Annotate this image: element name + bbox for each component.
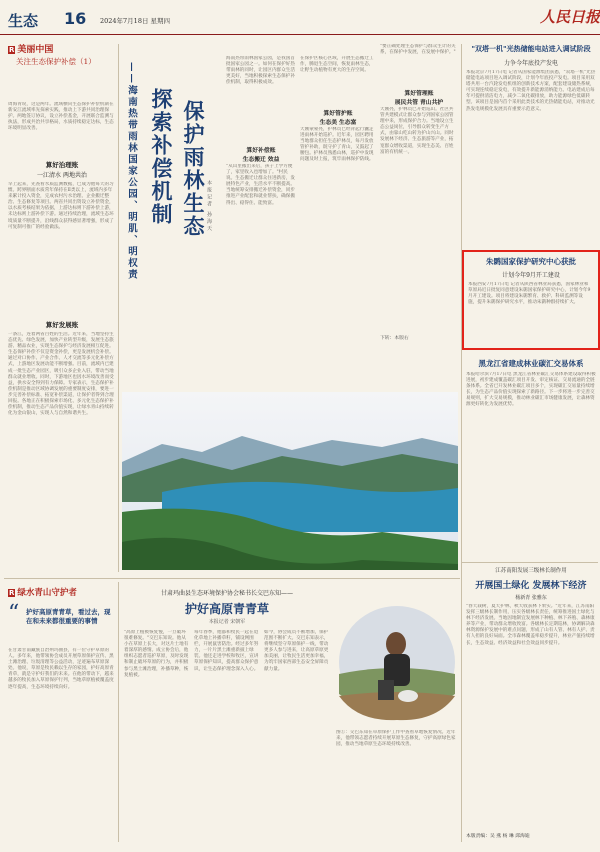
story-title: 开展国土绿化 发展林下经济: [475, 581, 587, 591]
pull-quote: 护好高原青青草，看过去，现在和未来都很重要的事情: [26, 608, 111, 625]
column-badge: R: [9, 589, 15, 597]
body-text: 天刚蒙蒙亮，护林员已经背起行囊走进雨林开始巡护。近年来，园区聘用当地群众担任生态护林员，每月发放管护补助，既守护了青山，又鼓起了腰包。护林员熟悉山林，巡护中发现问题及时上报，筑牢雨林保护防线。: [300, 127, 374, 163]
subhead-sub: 生态搬迁 效益: [242, 157, 280, 163]
feature-byline: 本报记者 孙海天: [206, 180, 212, 233]
column-title: 关注生态保护补偿（1）: [16, 57, 96, 66]
body-text: 本报北京7月17日电 记者从国家能源集团获悉，"双塔一机"光热储能电站项目进入调试阶段，计划今年底投产发电。项目采用双塔共用一台汽轮发电机组的创新技术方案，配套建设储热系统，可实现连续稳定发电，有效提升新能源消纳能力。电站建成后每年可提供清洁电力，减少二氧化碳排放，助力能源绿色低碳转型。该项目是国内首个采用此类技术的光热储能电站，对推动光热发电规模化发展具有重要示范意义。: [466, 70, 596, 112]
story-title: 护好高原青青草: [184, 602, 269, 616]
editor-credit: 本版责编：吴 燕 杨 琳 邱海迪: [466, 834, 530, 839]
subhead: 算好发展账: [45, 321, 79, 329]
section-divider: [462, 562, 598, 563]
story-subtitle: 力争今年底投产发电: [503, 60, 558, 67]
quote-mark: “: [8, 601, 20, 626]
feature-title: 保护雨林生态: [181, 100, 206, 238]
feature-title-2: 探索补偿机制: [149, 88, 174, 226]
subhead: 算好治理账: [45, 161, 79, 169]
body-text: 早上起来，先查看水质监测数据，已成为他每天的习惯。跨界断面水质常年保持在Ⅱ类以上，流域内多年来累计投入资金，完成农村污水治理、企业搬迁整治、生态修复等项目。两省共同出资设立补偿资金，以水质考核结果为依据，上游达标则下游补偿上游，未达标则上游补偿下游。通过持续治理，流域生态环境质量不断提升，沿线群众获得感显著增强，形成了可复制可推广的经验做法。: [8, 182, 114, 230]
page-header: [0, 0, 600, 35]
body-text: 在保护区核心区域，开展生态搬迁工作，腾退生态空间，恢复雨林生态，让野生动植物有更大的生存空间。: [300, 56, 374, 74]
column-tag-text: 绿水青山守护者: [17, 588, 77, 598]
column-tag: [8, 42, 53, 55]
newspaper-logo: 人民日报: [540, 8, 600, 26]
story-title: "双塔一机"光热储能电站进入调试阶段: [471, 45, 591, 53]
subhead-sub: 展民共管 青山共护: [394, 100, 444, 106]
feature-deck: ——海南热带雨林国家公园、明肌、明权责: [126, 62, 137, 281]
story-byline: 本报记者 宋朝军: [208, 619, 246, 625]
body-text: "高原上植被恢复慢，一旦破坏很难修复。"交巴东知说。他从小在草原上长大，对这片土地有着深厚的感情。成立协会后，他组织志愿者巡护草原，及时发现和制止破坏草原的行为，并积极参与黑土滩治理，补播草种，恢复植被。: [124, 630, 189, 678]
continued-note: 下转：本版右: [380, 336, 409, 341]
story-tag: 江苏南阳发展三级林长制作用: [495, 568, 567, 574]
body-text: "春天栽树，夏天护林，秋天收获林下果实。"近年来，江苏南阳发挥三级林长制作用，压实各级林长责任，统筹推进国土绿化与林下经济发展。当地因地制宜发展林下种植、林下养殖、森林康养等产业，带动群众增收致富。各级林长定期巡林，协调解决森林资源保护发展中的难点问题，形成了山有人管、林有人护、责有人担的良好局面。全市森林覆盖率稳步提升，林业产值持续增长，生态效益、经济效益和社会效益同步提升。: [466, 604, 595, 646]
body-text: 周海青说，这是两年。流域横向生态保护补偿机制在新安江流域率先探索实践，推动上下游共同治理保护。两地签订协议，设立补偿基金，开展联合监测与执法，形成共治共享格局，水质持续稳定达标，生态环境明显改善。: [8, 102, 114, 132]
subhead-sub: 生态美 生态富: [319, 120, 357, 126]
body-text: 海南热带雨林国家公园，是我国首批国家公园之一。如何在保护好热带雨林的同时，让园区内群众生活更美好，当地积极探索生态保护补偿机制，取得积极成效。: [226, 56, 295, 86]
issue-date: 2024年7月18日 星期四: [100, 17, 171, 25]
subhead: 算好管护账: [323, 111, 353, 117]
body-text: 每年春季，他都和牧民一起在退化草地上补播草籽，铺设网围栏，开展鼠害防治。经过多年努力，一片片黑土滩重新披上绿装。他还走进学校和牧区，宣讲草原保护知识，提高群众保护意识，让生态保护理念深入人心。: [194, 630, 259, 672]
subhead: 算好补偿账: [246, 148, 276, 154]
section-name: 生态: [8, 12, 39, 30]
column-tag: [8, 586, 77, 598]
page-number: 16: [64, 9, 87, 28]
rainforest-lake-photo: [122, 392, 458, 570]
story-title: 朱鹮国家保护研究中心获批: [486, 257, 576, 266]
body-text: 本报西安7月17日电 记者从陕西省林业局获悉，国家林业和草原局近日批复同意建设朱鹮国家保护研究中心，计划今年9月开工建设。项目将建设朱鹮繁育、救护、科研监测等设施，提升朱鹮保护研究水平，推动朱鹮种群持续扩大。: [468, 282, 591, 306]
column-divider: [461, 560, 462, 842]
subhead-sub: 一江清水 两地共治: [37, 172, 87, 179]
column-divider: [118, 44, 119, 572]
column-tag-text: 美丽中国: [17, 45, 54, 55]
body-text: 在甘肃甘南藏族自治州玛曲县，有一位守护草原的人。多年来，他带领协会成员开展草原保护宣传、黑土滩治理、垃圾清理等公益活动，足迹遍布草原深处。他说，草原是牧民赖以生存的家园，护好高原青青草，就是守护好我们的未来。在他的带动下，越来越多的牧民加入草原保护行列，当地草原植被覆盖度逐年提高，生态环境持续向好。: [8, 648, 114, 690]
body-text: 一条江，连着两省百姓的生活。近年来，当地坚持生态优先、绿色发展，加快产业转型升级，发展生态旅游、精品农业，实现生态保护与经济发展相互促进。生态保护补偿不仅是资金补偿，更是发展机会补偿。通过对口协作、产业合作、人才交流等多元化补偿方式，上游地区发展动能不断增强。目前，流域内已建成一批生态产业园区，吸引众多企业入驻，带动当地群众就业增收。同时，下游地区也因水环境改善而受益，供水安全得到有力保障。专家表示，生态保护补偿机制是推动区域协调发展的重要制度安排，要进一步完善补偿标准、拓宽补偿渠道，让保护者得到合理回报。各地正在积极探索市场化、多元化生态保护补偿机制，推动生态产品价值实现，让绿水青山持续转化为金山银山，实现人与自然和谐共生。: [8, 332, 114, 417]
story-subtitle: 计划今年9月开工建设: [502, 272, 560, 279]
body-text: "从山里搬出来后，孩子上学方便了，家里收入也增加了。"村民说。生态搬迁让群众住进新房，发展特色产业，生活水平不断提高。当地统筹安排搬迁补偿资金，同步推进产业配套和就业帮扶，确保搬得出、稳得住、能致富。: [226, 164, 295, 206]
body-text: 如今，协会成员不断增加，保护范围不断扩大。交巴东知表示，将继续坚守草原保护一线，带动更多人参与进来，让高原草原更加美丽，让牧民生活更加幸福，为筑牢国家西部生态安全屏障贡献力量。: [264, 630, 329, 672]
portrait-photo: [336, 604, 458, 724]
body-text: "要正确处理生态保护与群众生计的关系，在保护中发展，在发展中保护。": [380, 44, 456, 56]
story-kicker: 甘肃玛曲县生态环境保护协会秘书长交巴东知——: [160, 590, 293, 597]
column-divider: [118, 582, 119, 842]
story-byline: 杨新青 张雅东: [515, 595, 547, 601]
subhead: 算好管理账: [404, 91, 434, 97]
body-text: 本报哈尔滨7月17日电 黑龙江省林业碳汇交易体系建设取得积极进展，初步建成覆盖碳汇项目开发、审定核证、交易流通的全链条体系。全省已开发林业碳汇项目多个，实现碳汇交易量持续增长，为生态产品价值实现探索了新路径。下一步将进一步完善交易规则，扩大交易规模，推动林业碳汇市场健康发展，让森林资源更好转化为发展优势。: [466, 372, 596, 408]
column-badge: R: [9, 46, 15, 54]
body-text: 图①：交巴东知在草原保护工作中查看草地恢复情况。近年来，他带领志愿者持续开展草原生态修复，守护高原绿色家园，推动当地草原生态环境持续改善。: [336, 730, 456, 748]
story-title: 黑龙江省建成林业碳汇交易体系: [478, 359, 584, 368]
body-text: 天刚亮，护林员已开始巡山。社区共管共建模式让群众参与到国家公园管理中来，形成保护合力。当地设立生态公益岗位，引导群众转变生产方式，由靠山吃山转为护山兴山。同时发展林下经济、生态旅游等产业，拓宽群众增收渠道，实现生态美、百姓富的有机统一。: [380, 107, 454, 155]
section-divider: [4, 578, 460, 579]
